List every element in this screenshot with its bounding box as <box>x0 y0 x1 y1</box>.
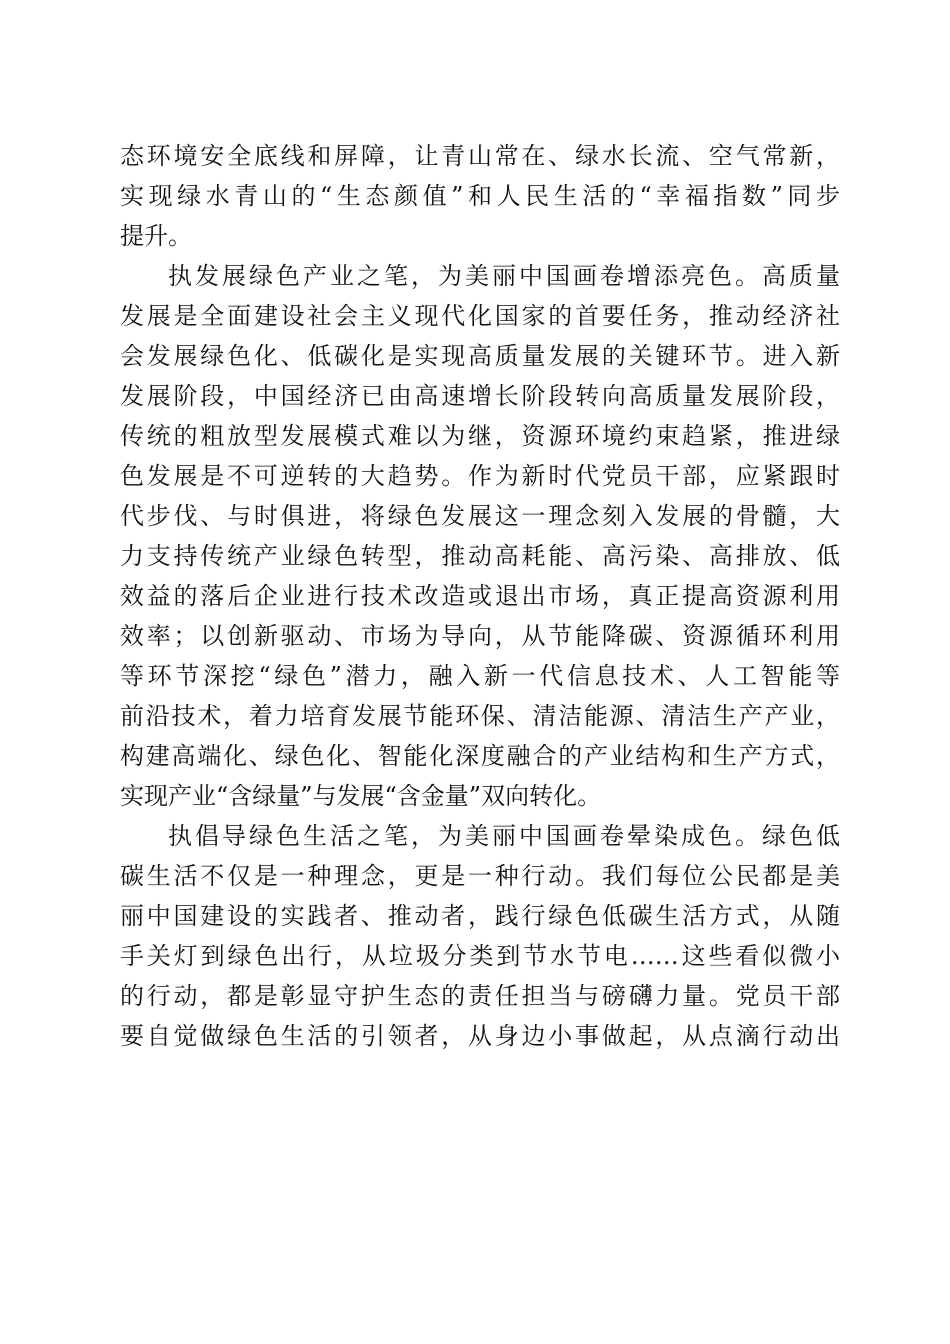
text-line: 态环境安全底线和屏障，让青山常在、绿水长流、空气常新， <box>120 142 840 170</box>
text-line: 发展是全面建设社会主义现代化国家的首要任务，推动经济社 <box>120 302 840 330</box>
text-line: 碳生活不仅是一种理念，更是一种行动。我们每位公民都是美 <box>120 862 840 890</box>
text-line: 代步伐、与时俱进，将绿色发展这一理念刻入发展的骨髓，大 <box>120 502 840 530</box>
text-line: 前沿技术，着力培育发展节能环保、清洁能源、清洁生产产业， <box>120 702 840 730</box>
text-line: 实现绿水青山的“生态颜值”和人民生活的“幸福指数”同步 <box>120 182 840 210</box>
text-line: 丽中国建设的实践者、推动者，践行绿色低碳生活方式，从随 <box>120 902 840 930</box>
text-line: 会发展绿色化、低碳化是实现高质量发展的关键环节。进入新 <box>120 342 840 370</box>
text-line: 效率；以创新驱动、市场为导向，从节能降碳、资源循环利用 <box>120 622 840 650</box>
text-line: 执发展绿色产业之笔，为美丽中国画卷增添亮色。高质量 <box>168 262 840 290</box>
text-line: 手关灯到绿色出行，从垃圾分类到节水节电……这些看似微小 <box>120 942 840 970</box>
text-line: 实现产业“含绿量”与发展“含金量”双向转化。 <box>120 782 602 810</box>
text-line: 提升。 <box>120 222 192 250</box>
text-line: 力支持传统产业绿色转型，推动高耗能、高污染、高排放、低 <box>120 542 840 570</box>
text-line: 传统的粗放型发展模式难以为继，资源环境约束趋紧，推进绿 <box>120 422 840 450</box>
text-line: 的行动，都是彰显守护生态的责任担当与磅礴力量。党员干部 <box>120 982 840 1010</box>
text-line: 要自觉做绿色生活的引领者，从身边小事做起，从点滴行动出 <box>120 1022 840 1050</box>
text-line: 等环节深挖“绿色”潜力，融入新一代信息技术、人工智能等 <box>120 662 840 690</box>
text-line: 发展阶段，中国经济已由高速增长阶段转向高质量发展阶段， <box>120 382 840 410</box>
text-line: 构建高端化、绿色化、智能化深度融合的产业结构和生产方式， <box>120 742 840 770</box>
text-line: 色发展是不可逆转的大趋势。作为新时代党员干部，应紧跟时 <box>120 462 840 490</box>
text-line: 效益的落后企业进行技术改造或退出市场，真正提高资源利用 <box>120 582 840 610</box>
text-line: 执倡导绿色生活之笔，为美丽中国画卷晕染成色。绿色低 <box>168 822 840 850</box>
